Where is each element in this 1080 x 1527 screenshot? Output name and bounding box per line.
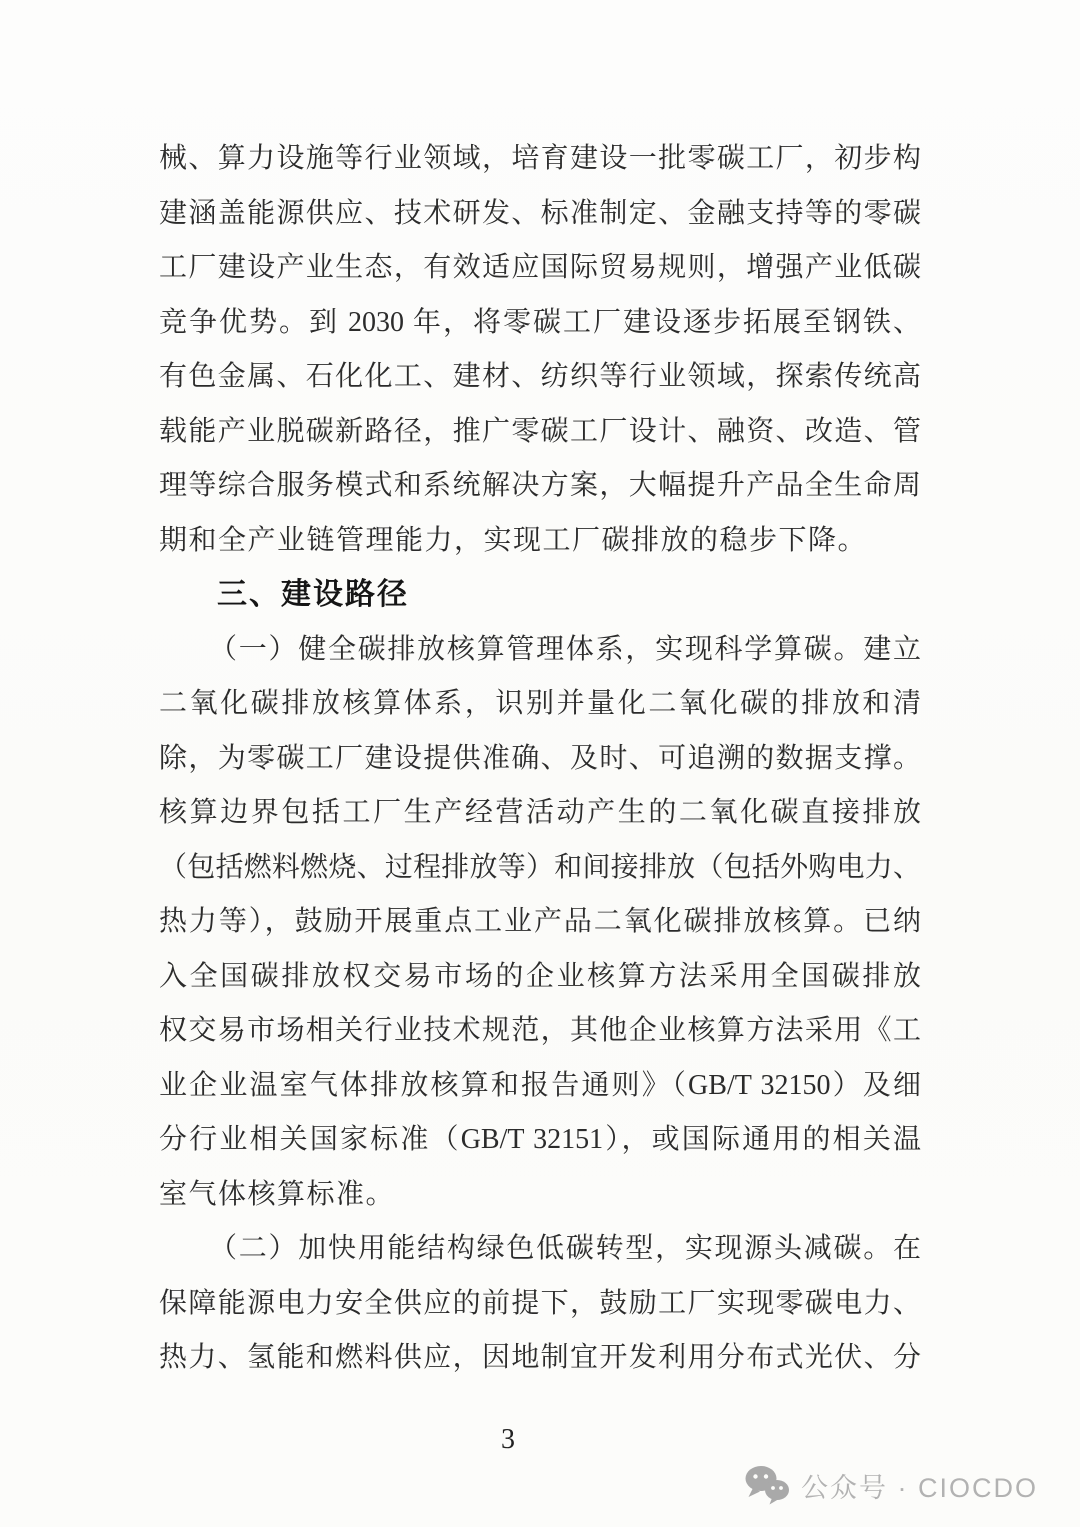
text-line: 期和全产业链管理能力，实现工厂碳排放的稳步下降。 xyxy=(159,524,868,556)
wechat-icon xyxy=(743,1465,791,1505)
document-body xyxy=(159,132,921,1386)
text-line: 竞争优势。到 2030 年，将零碳工厂建设逐步拓展至钢铁、 xyxy=(159,306,921,338)
text-line: 工厂建设产业生态，有效适应国际贸易规则，增强产业低碳 xyxy=(159,252,921,283)
text-line: 建涵盖能源供应、技术研发、标准制定、金融支持等的零碳 xyxy=(159,197,921,229)
text-line: 热力、氢能和燃料供应，因地制宜开发利用分布式光伏、分 xyxy=(159,1342,921,1373)
text-line: 业企业温室气体排放核算和报告通则》（GB/T 32150）及细 xyxy=(159,1069,921,1101)
text-line: 械、算力设施等行业领域，培育建设一批零碳工厂，初步构 xyxy=(159,143,921,174)
section-heading: 三、建设路径 xyxy=(217,578,409,611)
text-line: （一）健全碳排放核算管理体系，实现科学算碳。建立 xyxy=(209,633,921,665)
text-line: 分行业相关国家标准（GB/T 32151），或国际通用的相关温 xyxy=(159,1124,921,1155)
text-line: 保障能源电力安全供应的前提下，鼓励工厂实现零碳电力、 xyxy=(159,1287,921,1319)
page-number: 3 xyxy=(501,1424,515,1455)
text-line: 核算边界包括工厂生产经营活动产生的二氧化碳直接排放 xyxy=(159,797,921,828)
text-line: 载能产业脱碳新路径，推广零碳工厂设计、融资、改造、管 xyxy=(159,415,921,447)
watermark-text: 公众号 · CIOCDO xyxy=(801,1472,1038,1503)
text-line: 权交易市场相关行业技术规范，其他企业核算方法采用《工 xyxy=(159,1015,921,1046)
text-line: 有色金属、石化化工、建材、纺织等行业领域，探索传统高 xyxy=(159,361,921,392)
text-line: 入全国碳排放权交易市场的企业核算方法采用全国碳排放 xyxy=(159,960,921,992)
text-line: （包括燃料燃烧、过程排放等）和间接排放（包括外购电力、 xyxy=(159,851,921,883)
text-line: （二）加快用能结构绿色低碳转型，实现源头减碳。在 xyxy=(209,1233,921,1264)
text-line: 理等综合服务模式和系统解决方案，大幅提升产品全生命周 xyxy=(159,470,921,501)
text-line: 二氧化碳排放核算体系，识别并量化二氧化碳的排放和清 xyxy=(159,688,921,719)
text-line: 除，为零碳工厂建设提供准确、及时、可追溯的数据支撑。 xyxy=(159,742,921,774)
text-line: 室气体核算标准。 xyxy=(159,1178,396,1210)
wechat-watermark xyxy=(743,1465,1038,1505)
text-line: 热力等），鼓励开展重点工业产品二氧化碳排放核算。已纳 xyxy=(159,906,921,937)
